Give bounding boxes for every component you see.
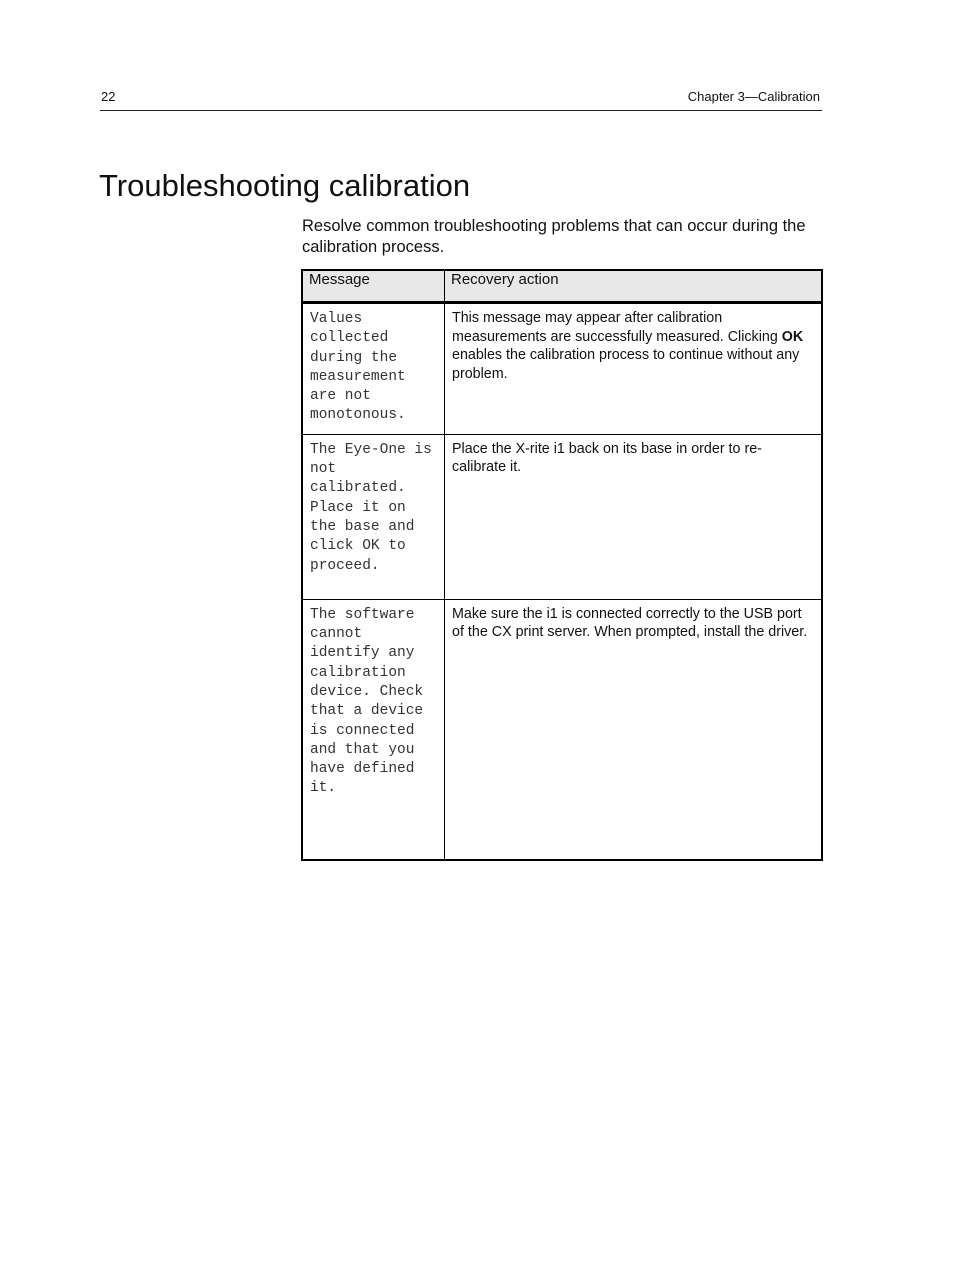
recovery-cell <box>445 303 823 435</box>
message-cell: The Eye-One is not calibrated. Place it on the base and click OK to proceed. <box>302 434 445 599</box>
recovery-text: Place the X-rite i1 back on its base in order to re-calibrate it. <box>452 440 762 476</box>
intro-paragraph: Resolve common troubleshooting problems that can occur during the calibration process. <box>302 217 806 256</box>
table-row <box>302 434 822 599</box>
page-number: 22 <box>101 89 116 104</box>
troubleshooting-table <box>301 269 823 861</box>
ok-emphasis: OK <box>781 328 804 345</box>
recovery-cell <box>445 434 823 599</box>
recovery-text: This message may appear after calibration measurements are successfully measured. Clicking <box>452 310 782 345</box>
message-cell: The software cannot identify any calibration device. Check that a device is connected and that you have defined it. <box>302 599 445 860</box>
recovery-cell <box>445 599 823 860</box>
table-row <box>302 599 822 860</box>
running-head: Chapter 3—Calibration <box>687 89 820 104</box>
table-row <box>302 303 822 435</box>
section-title: Troubleshooting calibration <box>99 168 471 203</box>
recovery-text: Make sure the i1 is connected correctly to the USB port of the CX print server. When prompted, install the driver. <box>452 605 808 641</box>
message-cell: Values collected during the measurement are not monotonous. <box>302 303 445 435</box>
table-header-row <box>302 270 822 303</box>
column-header-message: Message <box>302 270 445 303</box>
recovery-text-continued: enables the calibration process to continue without any problem. <box>452 347 800 382</box>
column-header-recovery: Recovery action <box>445 270 823 303</box>
page-header <box>100 89 822 111</box>
